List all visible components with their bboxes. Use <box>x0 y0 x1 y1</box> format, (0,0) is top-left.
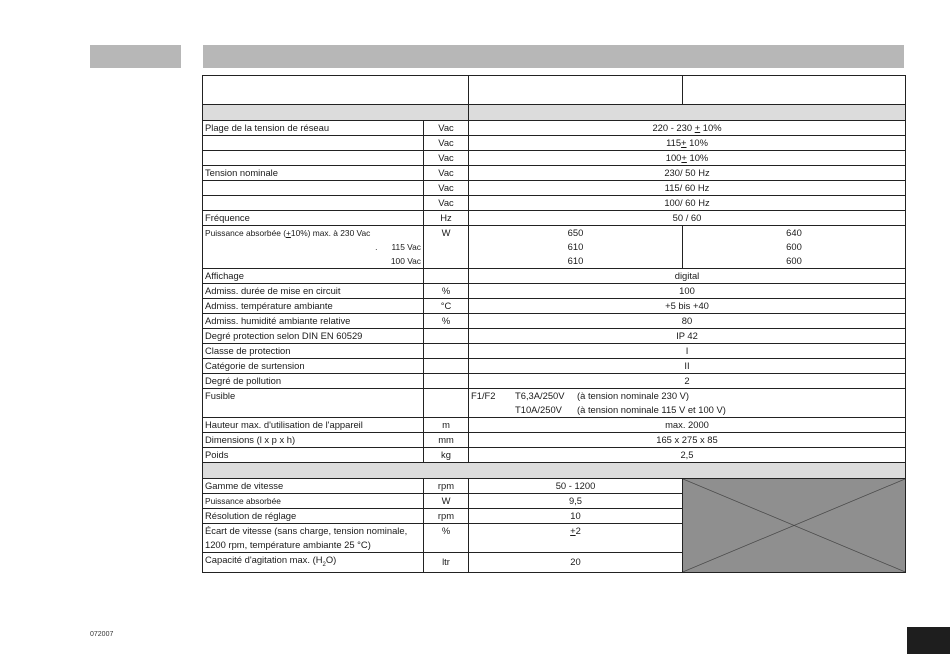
table-row: T10A/250V (à tension nominale 115 V et 100 V) <box>203 403 906 418</box>
table-row: Hauteur max. d'utilisation de l'appareil m max. 2000 <box>203 418 906 433</box>
document-code: 072007 <box>90 631 114 638</box>
table-row: Degré de pollution 2 <box>203 374 906 389</box>
cross-out-icon <box>683 479 905 572</box>
table-row: Vac 115+ 10% <box>203 136 906 151</box>
table-row: Admiss. durée de mise en circuit % 100 <box>203 284 906 299</box>
table-row: Vac 100/ 60 Hz <box>203 196 906 211</box>
table-row: Vac 100+ 10% <box>203 151 906 166</box>
table-row: Résolution de réglage rpm 10 <box>203 509 906 524</box>
table-row: Vac 115/ 60 Hz <box>203 181 906 196</box>
table-row: Catégorie de surtension II <box>203 359 906 374</box>
side-tab <box>90 45 181 68</box>
table-row: Puissance absorbée W 9,5 <box>203 494 906 509</box>
table-row: Fréquence Hz 50 / 60 <box>203 211 906 226</box>
header-cell <box>469 76 683 105</box>
table-row: Classe de protection I <box>203 344 906 359</box>
table-row: Écart de vitesse (sans charge, tension nominale, 1200 rpm, température ambiante 25 °C) % +2 <box>203 524 906 553</box>
header-cell <box>683 76 906 105</box>
table-row: Poids kg 2,5 <box>203 448 906 463</box>
header-bar <box>203 45 904 68</box>
table-row: . 115 Vac 610 600 <box>203 240 906 254</box>
not-applicable-cell <box>683 479 906 573</box>
technical-data-table <box>202 75 906 573</box>
section-header-row <box>203 463 906 479</box>
table-header-row <box>203 76 906 105</box>
table-row: Gamme de vitesse rpm 50 - 1200 <box>203 479 906 494</box>
table-row: 100 Vac 610 600 <box>203 254 906 269</box>
table-row: Admiss. humidité ambiante relative % 80 <box>203 314 906 329</box>
table-row: Admiss. température ambiante °C +5 bis +40 <box>203 299 906 314</box>
table-row: Dimensions (l x p x h) mm 165 x 275 x 85 <box>203 433 906 448</box>
table-row: Fusible F1/F2 T6,3A/250V (à tension nominale 230 V) <box>203 389 906 404</box>
header-cell <box>203 76 469 105</box>
table-row: Degré protection selon DIN EN 60529 IP 42 <box>203 329 906 344</box>
table-row: Puissance absorbée (+10%) max. à 230 Vac W 650 640 <box>203 226 906 241</box>
section-header-row <box>203 105 906 121</box>
page-tab <box>907 627 950 654</box>
table-row: Capacité d'agitation max. $(H_2O)$ ltr 20 <box>203 553 906 573</box>
table-row: Affichage digital <box>203 269 906 284</box>
table-row: Tension nominale Vac 230/ 50 Hz <box>203 166 906 181</box>
table-row: Plage de la tension de réseau Vac 220 - 230 + 10% <box>203 121 906 136</box>
